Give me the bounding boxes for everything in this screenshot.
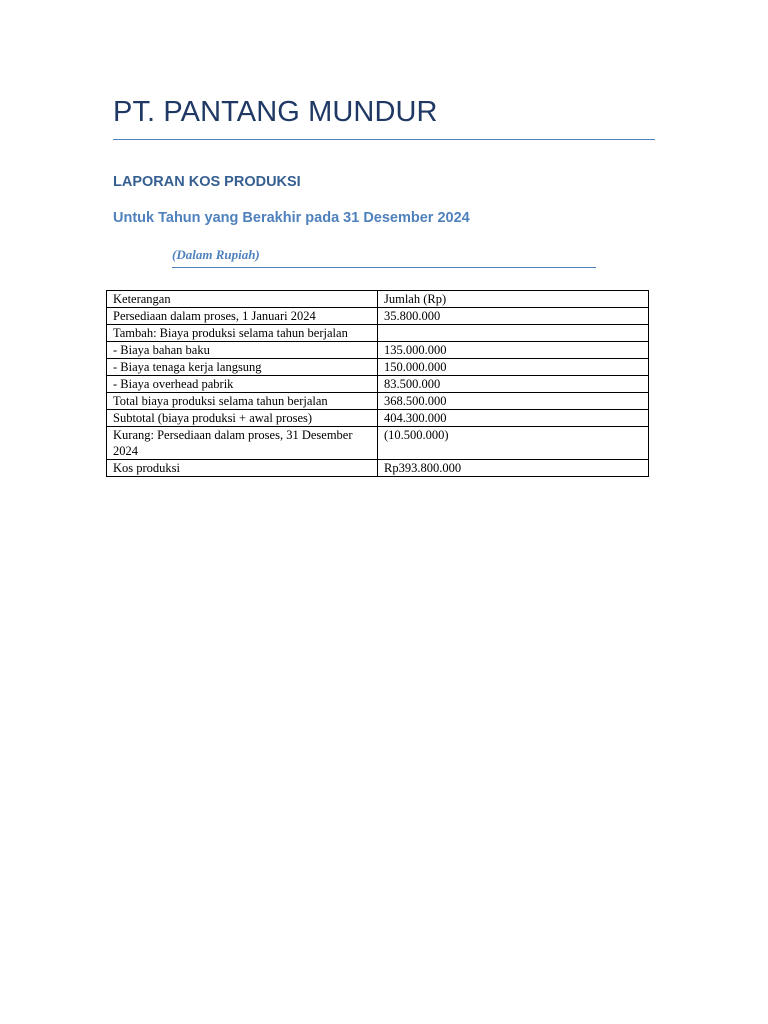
row-amount: 368.500.000 <box>378 393 649 410</box>
table-row <box>107 308 649 325</box>
row-description: - Biaya bahan baku <box>107 342 378 359</box>
table-row-total <box>107 460 649 477</box>
row-description: Total biaya produksi selama tahun berjalan <box>107 393 378 410</box>
title-divider <box>113 139 655 140</box>
row-description: Subtotal (biaya produksi + awal proses) <box>107 410 378 427</box>
table-row <box>107 342 649 359</box>
header-cell-description: Keterangan <box>107 291 378 308</box>
row-description: - Biaya overhead pabrik <box>107 376 378 393</box>
row-description: Kos produksi <box>107 460 378 477</box>
report-period: Untuk Tahun yang Berakhir pada 31 Desember 2024 <box>113 210 470 226</box>
document-title: PT. PANTANG MUNDUR <box>113 96 438 128</box>
row-amount: 83.500.000 <box>378 376 649 393</box>
table-row <box>107 359 649 376</box>
row-description: Tambah: Biaya produksi selama tahun berjalan <box>107 325 378 342</box>
row-amount: 404.300.000 <box>378 410 649 427</box>
row-amount <box>378 325 649 342</box>
row-description: Persediaan dalam proses, 1 Januari 2024 <box>107 308 378 325</box>
report-heading: LAPORAN KOS PRODUKSI <box>113 174 301 190</box>
currency-note: (Dalam Rupiah) <box>172 247 260 262</box>
row-description: Kurang: Persediaan dalam proses, 31 Desember 2024 <box>107 427 378 460</box>
table-header-row <box>107 291 649 308</box>
row-amount: 135.000.000 <box>378 342 649 359</box>
production-cost-table <box>106 290 649 477</box>
table-row <box>107 393 649 410</box>
row-amount: Rp393.800.000 <box>378 460 649 477</box>
table-row <box>107 376 649 393</box>
header-cell-amount: Jumlah (Rp) <box>378 291 649 308</box>
row-amount: 150.000.000 <box>378 359 649 376</box>
table-row <box>107 427 649 460</box>
row-amount: 35.800.000 <box>378 308 649 325</box>
row-description: - Biaya tenaga kerja langsung <box>107 359 378 376</box>
table-row <box>107 410 649 427</box>
table-row <box>107 325 649 342</box>
row-amount: (10.500.000) <box>378 427 649 460</box>
currency-note-divider <box>172 267 596 268</box>
